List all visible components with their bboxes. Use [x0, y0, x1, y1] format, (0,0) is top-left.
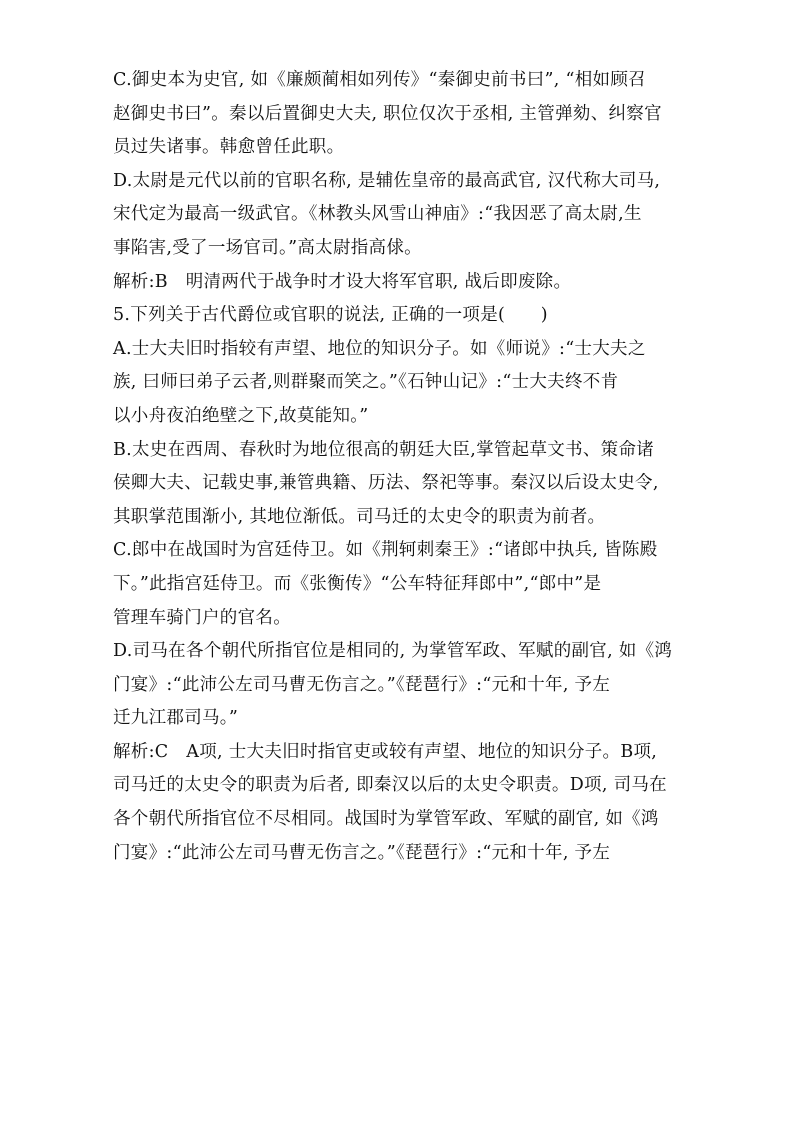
text-line: 各个朝代所指官位不尽相同。战国时为掌管军政、军赋的副官, 如《鸿 — [113, 809, 659, 830]
text-line: 员过失诸事。韩愈曾任此职。 — [113, 137, 345, 158]
text-line: C.郎中在战国时为宫廷侍卫。如《荆轲刺秦王》:“诸郎中执兵, 皆陈殿 — [113, 540, 658, 561]
text-line: 宋代定为最高一级武官。《林教头风雪山神庙》:“我因恶了高太尉,生 — [113, 204, 642, 225]
text-line: 族, 曰师曰弟子云者,则群聚而笑之。”《石钟山记》:“士大夫终不肯 — [113, 372, 619, 393]
text-line: 门宴》:“此沛公左司马曹无伤言之。”《琵琶行》:“元和十年, 予左 — [113, 674, 611, 695]
analysis-line: 解析:B 明清两代于战争时才设大将军官职, 战后即废除。 — [113, 271, 572, 292]
text-line: C.御史本为史官, 如《廉颇蔺相如列传》“秦御史前书曰”, “相如顾召 — [113, 70, 646, 90]
text-line: 门宴》:“此沛公左司马曹无伤言之。”《琵琶行》:“元和十年, 予左 — [113, 842, 611, 863]
text-line: 赵御史书曰”。秦以后置御史大夫, 职位仅次于丞相, 主管弹劾、纠察官 — [113, 103, 662, 124]
text-line: 管理车骑门户的官名。 — [113, 607, 291, 628]
analysis-line: 解析:C A项, 士大夫旧时指官吏或较有声望、地位的知识分子。B项, — [113, 741, 658, 762]
text-line: 侯卿大夫、记载史事,兼管典籍、历法、祭祀等事。秦汉以后设太史令, — [113, 473, 659, 494]
document-page — [113, 64, 693, 870]
text-line: D.太尉是元代以前的官职名称, 是辅佐皇帝的最高武官, 汉代称大司马, — [113, 170, 661, 191]
text-line: 其职掌范围渐小, 其地位渐低。司马迁的太史令的职责为前者。 — [113, 506, 606, 527]
text-line: 下。”此指宫廷侍卫。而《张衡传》“公车特征拜郎中”,“郎中”是 — [113, 573, 602, 594]
question-title: 5.下列关于古代爵位或官职的说法, 正确的一项是( ) — [113, 305, 548, 326]
text-line: B.太史在西周、春秋时为地位很高的朝廷大臣,掌管起草文书、策命诸 — [113, 439, 655, 460]
text-line: 以小舟夜泊绝壁之下,故莫能知。” — [113, 405, 369, 426]
text-line: D.司马在各个朝代所指官位是相同的, 为掌管军政、军赋的副官, 如《鸿 — [113, 641, 673, 662]
text-line: 司马迁的太史令的职责为后者, 即秦汉以后的太史令职责。D项, 司马在 — [113, 775, 667, 796]
text-line: A.士大夫旧时指较有声望、地位的知识分子。如《师说》:“士大夫之 — [113, 338, 646, 359]
text-line: 事陷害,受了一场官司。”高太尉指高俅。 — [113, 237, 422, 258]
text-line: 迁九江郡司马。” — [113, 708, 239, 729]
